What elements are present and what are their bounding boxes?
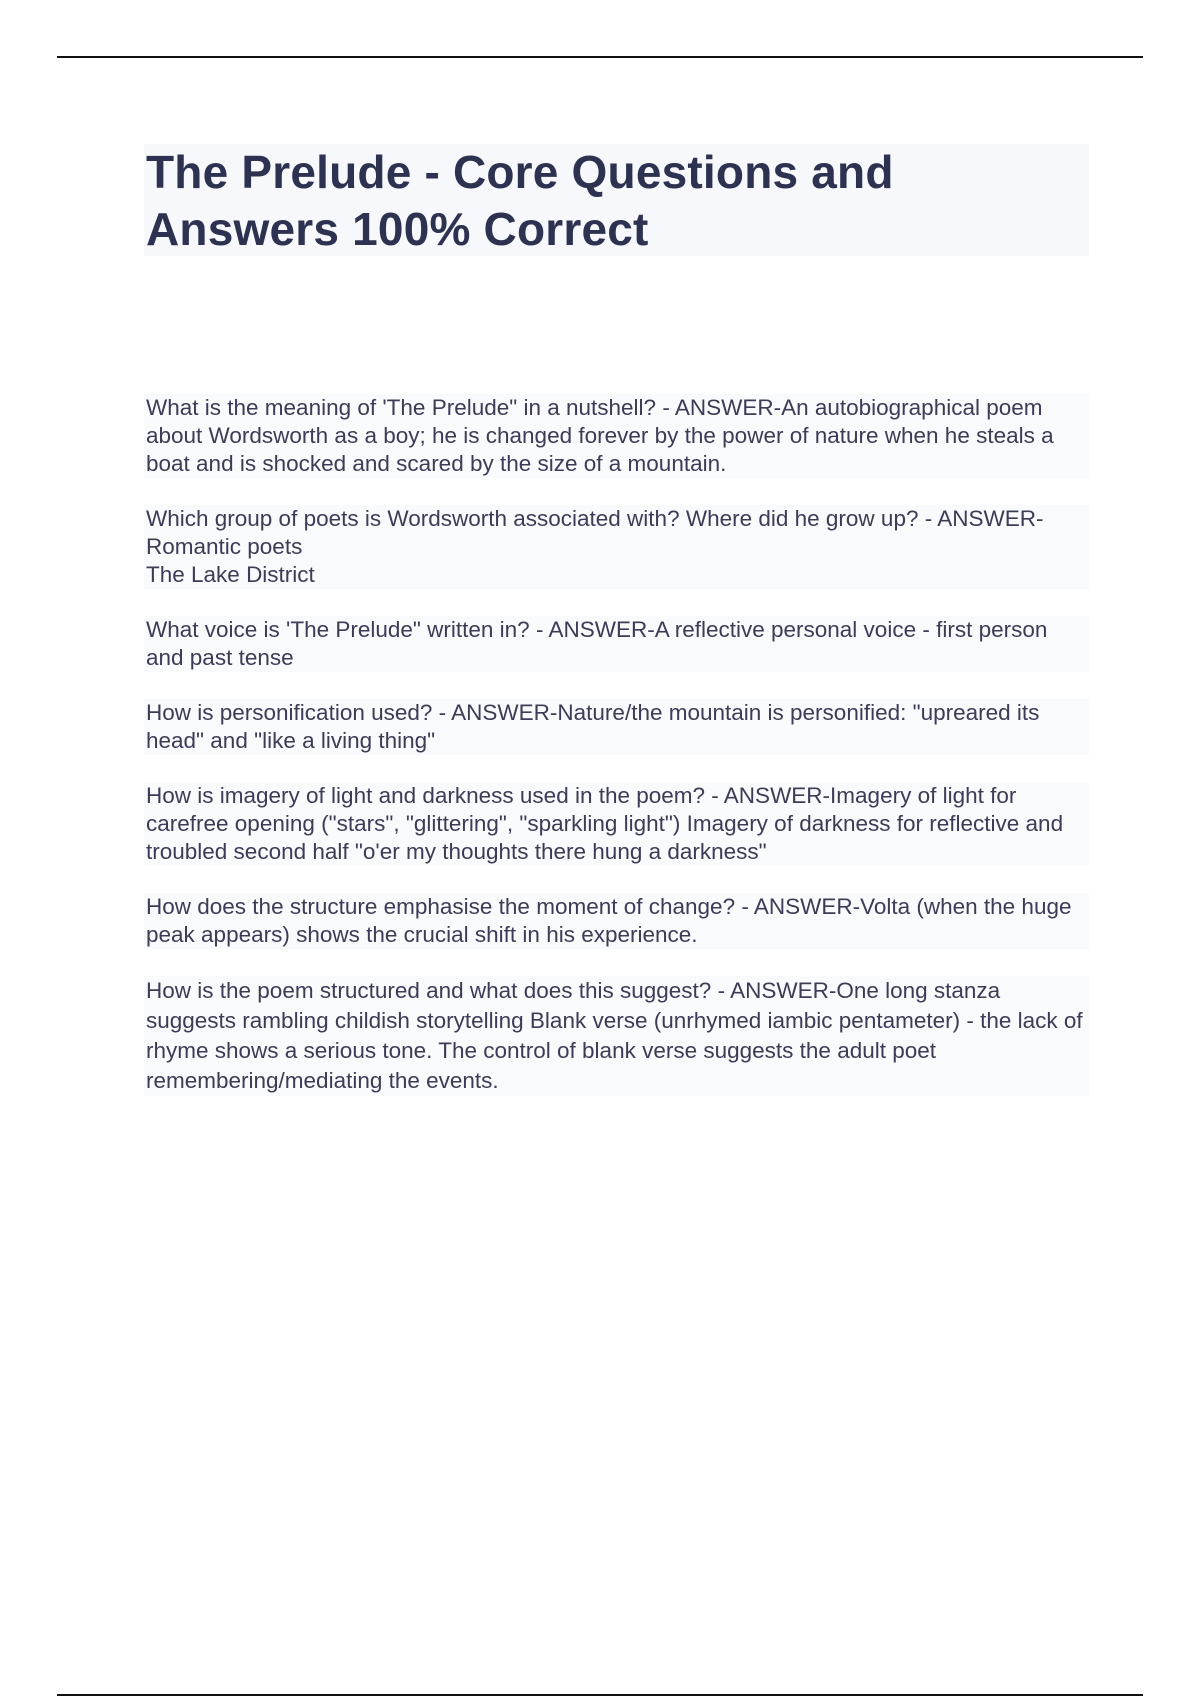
qa-item-personification: How is personification used? - ANSWER-Nature/the mountain is personified: "upreared its head" and "like a living thing" bbox=[144, 699, 1089, 755]
qa-item-meaning: What is the meaning of 'The Prelude" in a nutshell? - ANSWER-An autobiographical poem about Wordsworth as a boy; he is changed forever by the power of nature when he steals a boat and is shocked and scared by the size of a mountain. bbox=[144, 394, 1089, 478]
page-title: The Prelude - Core Questions and Answers 100% Correct bbox=[146, 146, 894, 255]
qa-item-imagery: How is imagery of light and darkness used in the poem? - ANSWER-Imagery of light for carefree opening ("stars", "glittering", "sparkling light") Imagery of darkness for reflective and troubled second half "o'er my thoughts there hung a darkness" bbox=[144, 782, 1089, 866]
qa-item-voice: What voice is 'The Prelude" written in? - ANSWER-A reflective personal voice - first person and past tense bbox=[144, 616, 1089, 672]
title-block bbox=[144, 144, 1089, 256]
qa-item-poets-group: Which group of poets is Wordsworth associated with? Where did he grow up? - ANSWER-Romantic poets The Lake District bbox=[144, 505, 1089, 589]
top-rule bbox=[57, 56, 1143, 58]
bottom-rule bbox=[57, 1694, 1143, 1696]
qa-item-poem-structure: How is the poem structured and what does this suggest? - ANSWER-One long stanza suggests rambling childish storytelling Blank verse (unrhymed iambic pentameter) - the lack of rhyme shows a serious tone. The control of blank verse suggests the adult poet remembering/mediating the events. bbox=[144, 976, 1089, 1096]
qa-item-structure-change: How does the structure emphasise the moment of change? - ANSWER-Volta (when the huge peak appears) shows the crucial shift in his experience. bbox=[144, 893, 1089, 949]
qa-list bbox=[144, 394, 1089, 1123]
